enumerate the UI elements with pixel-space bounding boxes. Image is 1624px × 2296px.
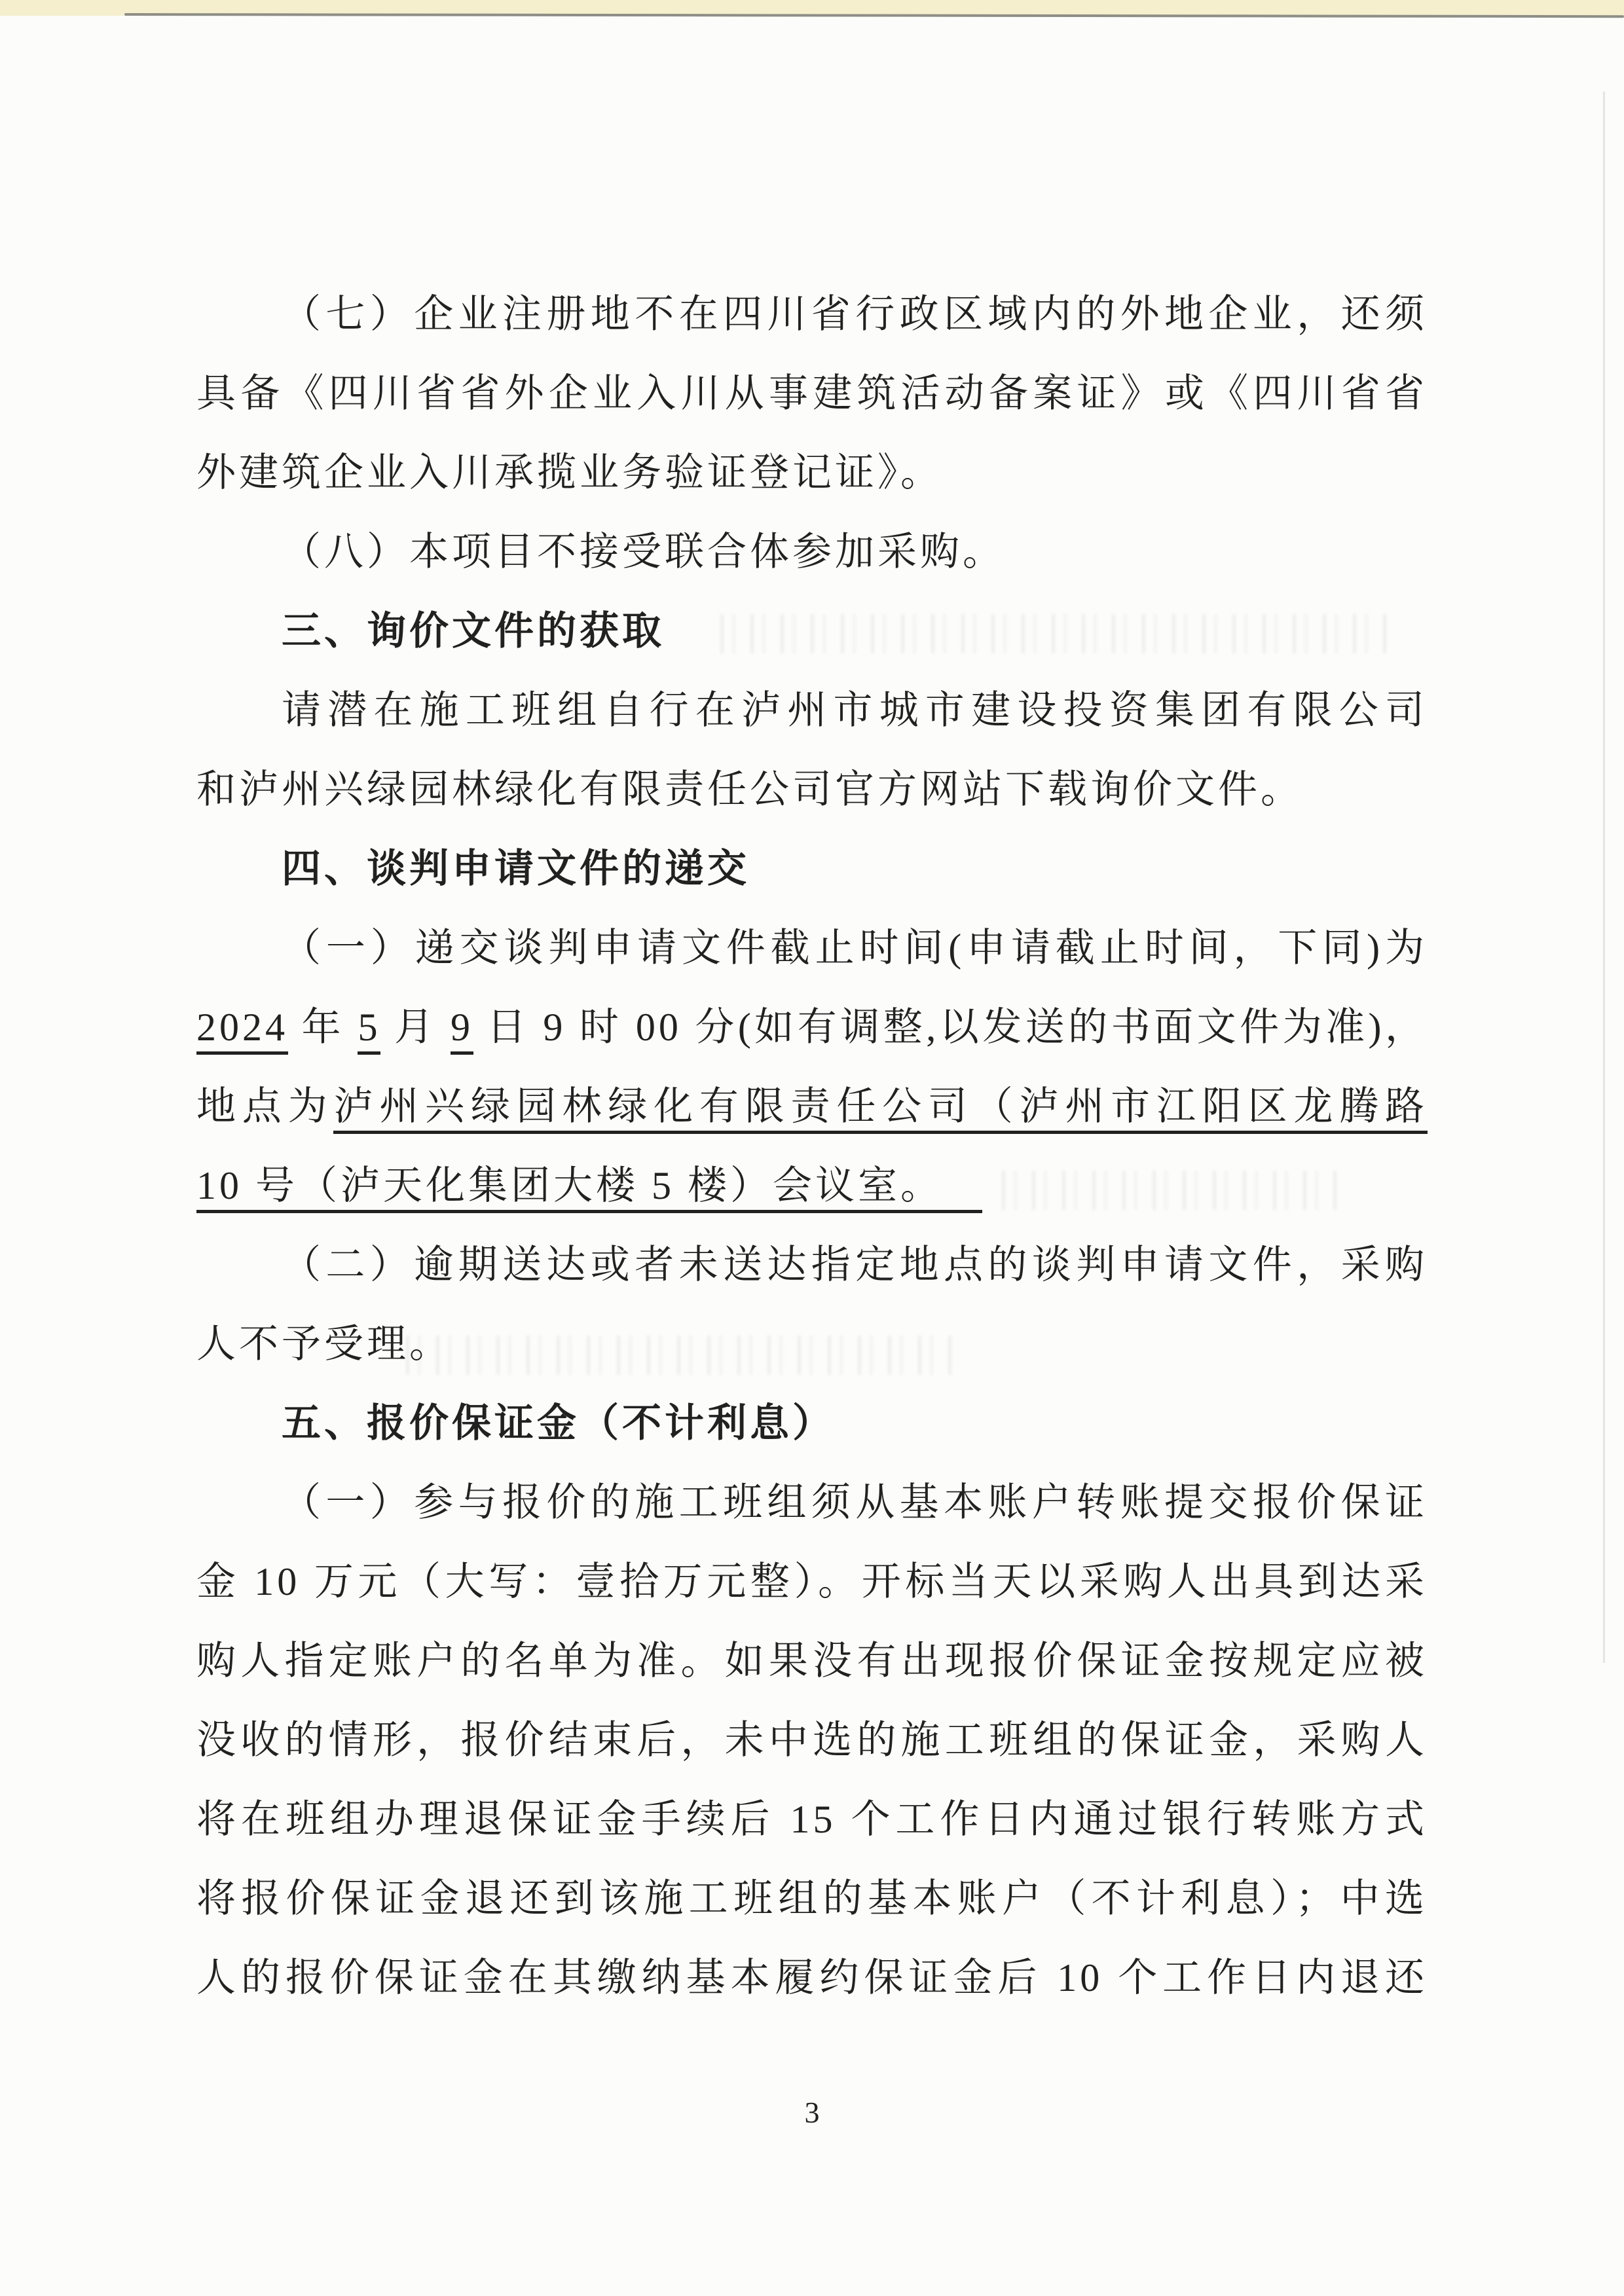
text-segment: 三、询价文件的获取	[282, 608, 665, 654]
document-body	[196, 275, 1428, 2018]
text-segment: （一）参与报价的施工班组须从基本账户转账提交报价保证	[282, 1481, 1428, 1524]
para-7-line-2	[196, 354, 1428, 433]
text-segment: 人的报价保证金在其缴纳基本履约保证金后 10 个工作日内退还	[196, 1956, 1428, 1999]
sec5-para-1-line-4	[196, 1701, 1428, 1780]
underlined-text: 5	[358, 1006, 380, 1055]
text-segment: 外建筑企业入川承揽业务验证登记证》。	[196, 451, 943, 494]
sec4-para-2-line-1	[196, 1226, 1428, 1305]
para-7-line-3	[196, 433, 1428, 513]
sec5-para-1-line-6	[196, 1859, 1428, 1939]
para-8	[196, 513, 1428, 592]
text-segment: 日 9 时 00 分(如有调整,以发送的书面文件为准)，	[473, 1006, 1428, 1049]
sec5-para-1-line-1	[196, 1463, 1428, 1542]
para-7-line-1	[196, 275, 1428, 354]
text-segment: 年	[288, 1006, 358, 1049]
page-number: 3	[804, 2096, 820, 2129]
underlined-text: 10 号（泸天化集团大楼 5 楼）会议室。	[196, 1164, 982, 1213]
text-segment: （八）本项目不接受联合体参加采购。	[282, 530, 1005, 574]
sec4-para-2-line-2	[196, 1305, 1428, 1384]
sec5-para-1-line-7	[196, 1939, 1428, 2018]
text-segment: 地点为	[196, 1085, 334, 1128]
text-segment: 和泸州兴绿园林绿化有限责任公司官方网站下载询价文件。	[196, 768, 1303, 811]
sec3-para-line-1	[196, 671, 1428, 750]
text-segment: （七）企业注册地不在四川省行政区域内的外地企业，还须	[282, 293, 1428, 336]
text-segment: 将在班组办理退保证金手续后 15 个工作日内通过银行转账方式	[196, 1798, 1428, 1841]
scan-right-edge-artifact	[1603, 92, 1605, 1663]
text-segment: 将报价保证金退还到该施工班组的基本账户（不计利息）；中选	[196, 1877, 1428, 1920]
text-segment: （一）递交谈判申请文件截止时间(申请截止时间，下同)为	[282, 926, 1428, 970]
sec4-para-1-line-4	[196, 1146, 1428, 1226]
text-segment: 没收的情形，报价结束后，未中选的施工班组的保证金，采购人	[196, 1719, 1428, 1762]
sec4-para-1-line-2	[196, 988, 1428, 1067]
heading-3	[196, 592, 1428, 671]
sec4-para-1-line-3	[196, 1067, 1428, 1146]
text-segment: 请潜在施工班组自行在泸州市城市建设投资集团有限公司	[282, 689, 1428, 732]
text-segment: 人不予受理。	[196, 1322, 452, 1366]
text-segment: 五、报价保证金（不计利息）	[282, 1400, 835, 1446]
sec5-para-1-line-2	[196, 1542, 1428, 1622]
text-segment: 具备《四川省省外企业入川从事建筑活动备案证》或《四川省省	[196, 372, 1428, 415]
underlined-text: 2024	[196, 1006, 288, 1055]
text-segment: 金 10 万元（大写：壹拾万元整）。开标当天以采购人出具到达采	[196, 1560, 1428, 1603]
heading-5	[196, 1384, 1428, 1463]
sec5-para-1-line-5	[196, 1780, 1428, 1859]
sec5-para-1-line-3	[196, 1622, 1428, 1701]
text-segment: 月	[380, 1006, 451, 1049]
text-segment: （二）逾期送达或者未送达指定地点的谈判申请文件，采购	[282, 1243, 1428, 1286]
text-segment: 购人指定账户的名单为准。如果没有出现报价保证金按规定应被	[196, 1639, 1428, 1683]
underlined-text: 泸州兴绿园林绿化有限责任公司（泸州市江阳区龙腾路	[333, 1085, 1428, 1134]
heading-4	[196, 829, 1428, 909]
sec3-para-line-2	[196, 750, 1428, 829]
text-segment: 四、谈判申请文件的递交	[282, 846, 750, 892]
underlined-text: 9	[451, 1006, 473, 1055]
sec4-para-1-line-1	[196, 909, 1428, 988]
